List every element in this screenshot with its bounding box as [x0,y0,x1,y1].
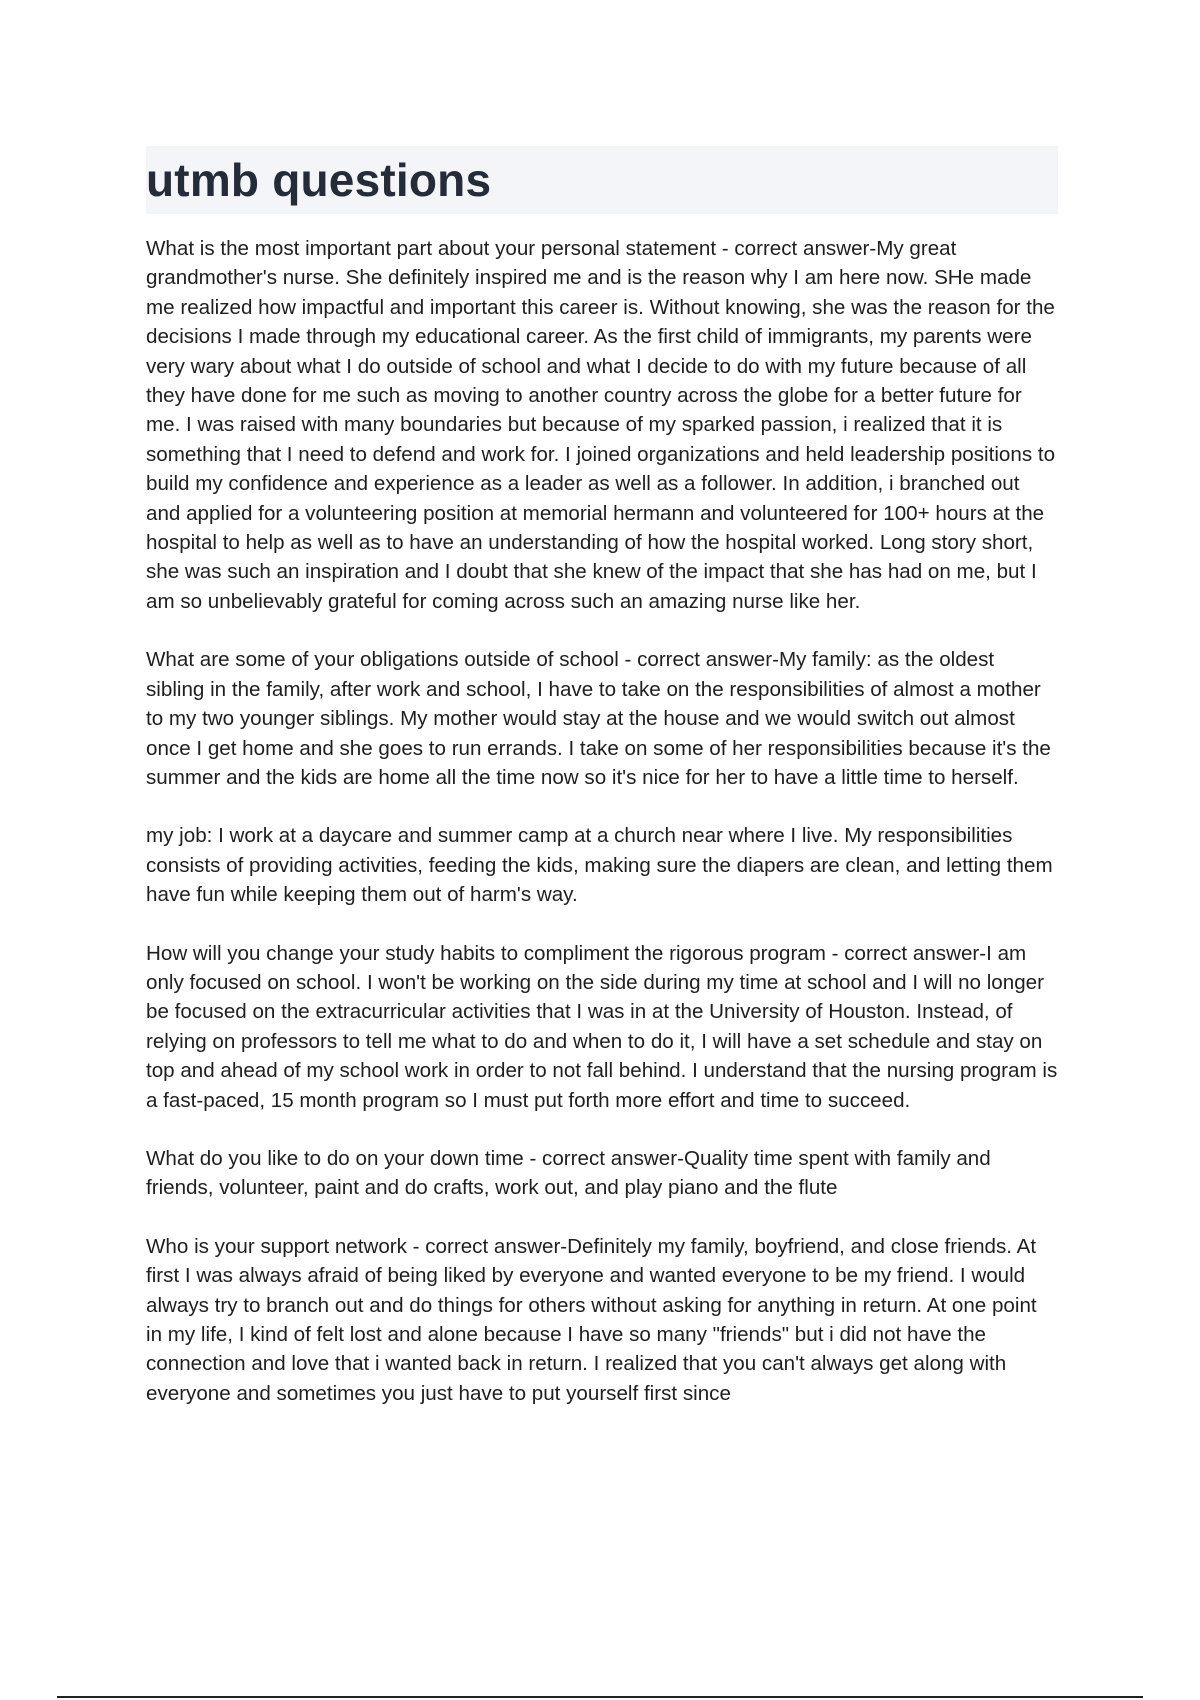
qa-paragraph-support-network: Who is your support network - correct answer-Definitely my family, boyfriend, and close friends. At first I was always afraid of being liked by everyone and wanted everyone to be my friend. I would always try to branch out and do things for others without asking for anything in return. At one point in my life, I kind of felt lost and alone because I have so many "friends" but i did not have the connection and love that i wanted back in return. I realized that you can't always get along with everyone and sometimes you just have to put yourself first since [146,1234,1037,1405]
title-band [146,146,1058,214]
document-title: utmb questions [146,154,492,206]
qa-paragraph-job: my job: I work at a daycare and summer camp at a church near where I live. My responsibilities consists of providing activities, feeding the kids, making sure the diapers are clean, and letting them have fun while keeping them out of harm's way. [146,824,1053,907]
qa-paragraph-study-habits: How will you change your study habits to compliment the rigorous program - correct answer-I am only focused on school. I won't be working on the side during my time at school and I will no longer be focused on the extracurricular activities that I was in at the University of Houston. Instead, of relying on professors to tell me what to do and when to do it, I will have a set schedule and stay on top and ahead of my school work in order to not fall behind. I understand that the nursing program is a fast-paced, 15 month program so I must put forth more effort and time to succeed. [146,941,1058,1112]
footer-divider [57,1696,1143,1698]
document-body [146,234,1058,1408]
qa-paragraph-personal-statement: What is the most important part about your personal statement - correct answer-My great grandmother's nurse. She definitely inspired me and is the reason why I am here now. SHe made me realized how impactful and important this career is. Without knowing, she was the reason for the decisions I made through my educational career. As the first child of immigrants, my parents were very wary about what I do outside of school and what I decide to do with my future because of all they have done for me such as moving to another country across the globe for a better future for me. I was raised with many boundaries but because of my sparked passion, i realized that it is something that I need to defend and work for. I joined organizations and held leadership positions to build my confidence and experience as a leader as well as a follower. In addition, i branched out and applied for a volunteering position at memorial hermann and volunteered for 100+ hours at the hospital to help as well as to have an understanding of how the hospital worked. Long story short, she was such an inspiration and I doubt that she knew of the impact that she has had on me, but I am so unbelievably grateful for coming across such an amazing nurse like her. [146,237,1056,613]
document-page [146,146,1058,1437]
qa-paragraph-down-time: What do you like to do on your down time - correct answer-Quality time spent with family and friends, volunteer, paint and do crafts, work out, and play piano and the flute [146,1146,991,1200]
qa-paragraph-obligations: What are some of your obligations outside of school - correct answer-My family: as the oldest sibling in the family, after work and school, I have to take on the responsibilities of almost a mother to my two younger siblings. My mother would stay at the house and we would switch out almost once I get home and she goes to run errands. I take on some of her responsibilities because it's the summer and the kids are home all the time now so it's nice for her to have a little time to herself. [146,648,1051,789]
